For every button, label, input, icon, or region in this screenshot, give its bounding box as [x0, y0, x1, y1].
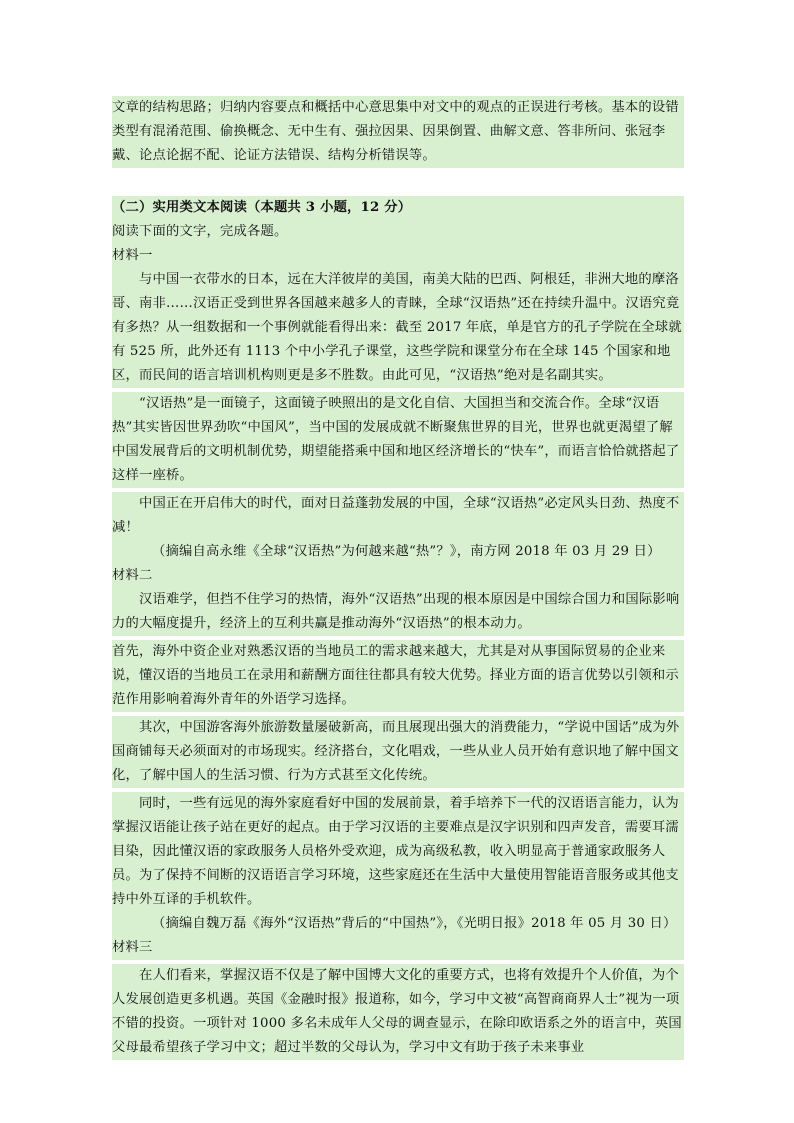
- section-gap: [112, 168, 684, 196]
- material1-paragraph-1: 与中国一衣带水的日本，远在大洋彼岸的美国，南美大陆的巴西、阿根廷，非洲大地的摩洛哥、南非……汉语正受到世界各国越来越多人的青睐，全球“汉语热”还在持续升温中。汉语究竟有多热？从一组数据和一个事例就能看得出来：截至 2017 年底，单是官方的孔子学院在全球就有 525 所，此外还有 1113 个中小学孔子课堂，这些学院和课堂分布在全球 145 个国家和地区，而民间的语言培训机构则更是多不胜数。由此可见，“汉语热”绝对是名副其实。: [112, 268, 684, 388]
- material2-source: （摘编自魏万磊《海外“汉语热”背后的“中国热”》，《光明日报》2018 年 05 月 30 日）: [112, 912, 684, 936]
- material1-paragraph-3: 中国正在开启伟大的时代，面对日益蓬勃发展的中国，全球“汉语热”必定风头日劲、热度不减！: [112, 492, 684, 540]
- intro-paragraph: 文章的结构思路；归纳内容要点和概括中心意思集中对文中的观点的正误进行考核。基本的设错类型有混淆范围、偷换概念、无中生有、强拉因果、因果倒置、曲解文意、答非所问、张冠李戴、论点论据不配、论证方法错误、结构分析错误等。: [112, 96, 684, 168]
- material3-label: 材料三: [112, 936, 684, 960]
- material2-paragraph-3: 其次，中国游客海外旅游数量屡破新高，而且展现出强大的消费能力，“学说中国话”成为外国商铺每天必须面对的市场现实。经济搭台，文化唱戏，一些从业人员开始有意识地了解中国文化，了解中国人的生活习惯、行为方式甚至文化传统。: [112, 716, 684, 788]
- document-content: [112, 96, 684, 1060]
- material3-paragraph-1: 在人们看来，掌握汉语不仅是了解中国博大文化的重要方式，也将有效提升个人价值，为个人发展创造更多机遇。英国《金融时报》报道称，如今，学习中文被“高智商商界人士”视为一项不错的投资。一项针对 1000 多名未成年人父母的调查显示，在除印欧语系之外的语言中，英国父母最希望孩子学习中文；超过半数的父母认为，学习中文有助于孩子未来事业: [112, 964, 684, 1060]
- material1-paragraph-2: “汉语热”是一面镜子，这面镜子映照出的是文化自信、大国担当和交流合作。全球“汉语热”其实皆因世界劲吹“中国风”，当中国的发展成就不断聚焦世界的目光，世界也就更渴望了解中国发展背后的文明机制优势，期望能搭乘中国和地区经济增长的“快车”，而语言恰恰就搭起了这样一座桥。: [112, 392, 684, 488]
- material2-paragraph-1: 汉语难学，但挡不住学习的热情，海外“汉语热”出现的根本原因是中国综合国力和国际影响力的大幅度提升，经济上的互利共赢是推动海外“汉语热”的根本动力。: [112, 588, 684, 636]
- material2-label: 材料二: [112, 564, 684, 588]
- instruction-text: 阅读下面的文字，完成各题。: [112, 220, 684, 244]
- material1-label: 材料一: [112, 244, 684, 268]
- material1-source: （摘编自高永维《全球“汉语热”为何越来越“热”？》，南方网 2018 年 03 月 29 日）: [112, 540, 684, 564]
- material2-paragraph-4: 同时，一些有远见的海外家庭看好中国的发展前景，着手培养下一代的汉语语言能力，认为掌握汉语能让孩子站在更好的起点。由于学习汉语的主要难点是汉字识别和四声发音，需要耳濡目染，因此懂汉语的家政服务人员格外受欢迎，成为高级私教，收入明显高于普通家政服务人员。为了保持不间断的汉语语言学习环境，这些家庭还在生活中大量使用智能语音服务或其他支持中外互译的手机软件。: [112, 792, 684, 912]
- material2-paragraph-2: 首先，海外中资企业对熟悉汉语的当地员工的需求越来越大，尤其是对从事国际贸易的企业来说，懂汉语的当地员工在录用和薪酬方面往往都具有较大优势。择业方面的语言优势以引领和示范作用影响着海外青年的外语学习选择。: [112, 640, 684, 712]
- section-heading: （二）实用类文本阅读（本题共 3 小题，12 分）: [112, 196, 684, 220]
